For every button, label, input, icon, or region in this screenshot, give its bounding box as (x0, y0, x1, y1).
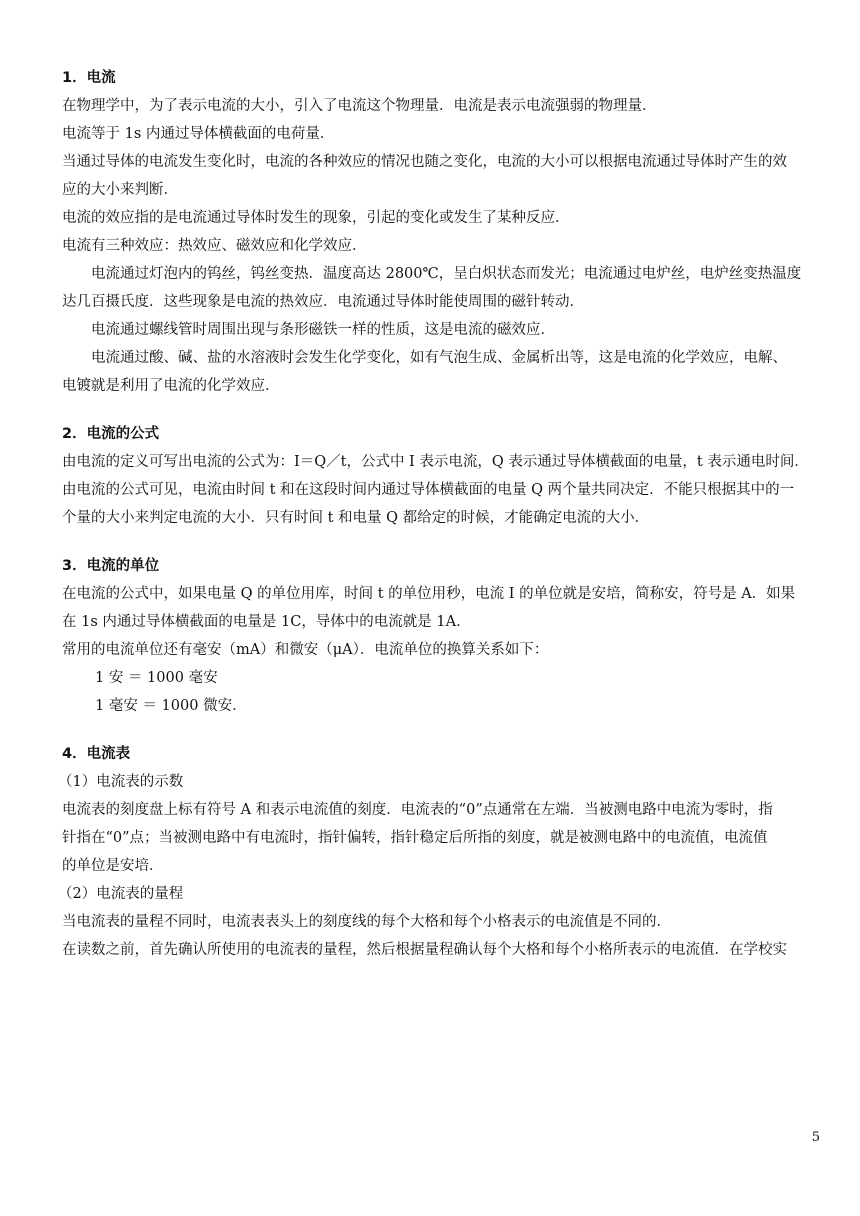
paragraph-line: 电流等于 1s 内通过导体横截面的电荷量． (62, 126, 335, 142)
paragraph-line: 应的大小来判断． (62, 182, 178, 198)
paragraph-line: 在 1s 内通过导体横截面的电量是 1C，导体中的电流就是 1A． (62, 614, 471, 630)
paragraph-line: 常用的电流单位还有毫安（mA）和微安（μA）．电流单位的换算关系如下： (62, 642, 549, 658)
paragraph-line: 的单位是安培． (62, 858, 164, 874)
paragraph-line: 电流通过酸、碱、盐的水溶液时会发生化学变化，如有气泡生成、金属析出等，这是电流的化学效应，电解、 (91, 350, 787, 366)
subheading-line: （1）电流表的示数 (58, 774, 184, 790)
section-heading-unit: 3．电流的单位 (62, 558, 160, 574)
paragraph-line: 电流表的刻度盘上标有符号 A 和表示电流值的刻度．电流表的“0”点通常在左端．当被测电路中电流为零时，指 (62, 802, 773, 818)
paragraph-line: 在电流的公式中，如果电量 Q 的单位用库，时间 t 的单位用秒，电流 I 的单位就是安培，简称安，符号是 A．如果 (62, 586, 796, 602)
paragraph-line: 电流通过灯泡内的钨丝，钨丝变热．温度高达 2800℃，呈白炽状态而发光；电流通过电炉丝，电炉丝变热温度 (91, 266, 802, 282)
section-heading-formula: 2．电流的公式 (62, 426, 160, 442)
paragraph-line: 当通过导体的电流发生变化时，电流的各种效应的情况也随之变化，电流的大小可以根据电流通过导体时产生的效 (62, 154, 787, 170)
paragraph-line: 针指在“0”点；当被测电路中有电流时，指针偏转，指针稳定后所指的刻度，就是被测电路中的电流值，电流值 (62, 830, 768, 846)
paragraph-line: 当电流表的量程不同时，电流表表头上的刻度线的每个大格和每个小格表示的电流值是不同的． (62, 914, 671, 930)
paragraph-line: 由电流的定义可写出电流的公式为：I＝Q／t，公式中 I 表示电流，Q 表示通过导体横截面的电量，t 表示通电时间． (62, 454, 809, 470)
paragraph-line: 电镀就是利用了电流的化学效应． (62, 378, 280, 394)
paragraph-line: 在读数之前，首先确认所使用的电流表的量程，然后根据量程确认每个大格和每个小格所表示的电流值．在学校实 (62, 942, 787, 958)
document-page (58, 64, 828, 964)
page-number: 5 (811, 1130, 820, 1145)
paragraph-line: 个量的大小来判定电流的大小．只有时间 t 和电量 Q 都给定的时候，才能确定电流的大小． (62, 510, 650, 526)
paragraph-line: 由电流的公式可见，电流由时间 t 和在这段时间内通过导体横截面的电量 Q 两个量共同决定．不能只根据其中的一 (62, 482, 795, 498)
subheading-line: （2）电流表的量程 (58, 886, 184, 902)
paragraph-line: 在物理学中，为了表示电流的大小，引入了电流这个物理量．电流是表示电流强弱的物理量． (62, 98, 657, 114)
paragraph-line: 电流的效应指的是电流通过导体时发生的现象，引起的变化或发生了某种反应． (62, 210, 570, 226)
conversion-line: 1 毫安 ＝ 1000 微安． (95, 698, 247, 714)
paragraph-line: 达几百摄氏度．这些现象是电流的热效应．电流通过导体时能使周围的磁针转动． (62, 294, 584, 310)
section-heading-current: 1．电流 (62, 70, 116, 86)
conversion-line: 1 安 ＝ 1000 毫安 (95, 670, 218, 686)
paragraph-line: 电流有三种效应：热效应、磁效应和化学效应． (62, 238, 367, 254)
section-heading-ammeter: 4．电流表 (62, 746, 131, 762)
paragraph-line: 电流通过螺线管时周围出现与条形磁铁一样的性质，这是电流的磁效应． (91, 322, 555, 338)
